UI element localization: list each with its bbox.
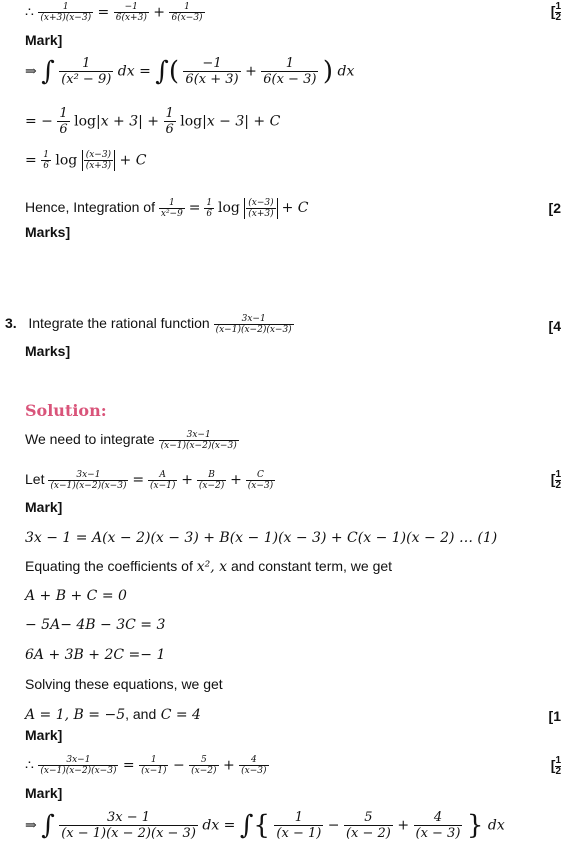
system-eq-1: A + B + C = 0 (25, 588, 127, 604)
log-simplified-line: = $\frac{1}{6}$ log $\frac{(x-3)}{(x+3)}$ + C (25, 150, 147, 171)
question-3: 3. Integrate the rational function $\frac{3x-1}{(x-1)(x-2)(x-3)}$ (5, 314, 292, 335)
marks-label-2: Marks] (25, 343, 71, 359)
question-number: 3. (5, 315, 17, 332)
let-line: Let $\frac{3x-1}{(x-1)(x-2)(x-3)}$ = $\frac{A}{(x-1)}$ + $\frac{B}{(x-2)}$ + $\frac{C}{(x-3)}$ (25, 470, 274, 491)
four-marks-badge: [4 (548, 318, 561, 334)
mark-label-3: Mark] (25, 727, 63, 743)
mark-label-1: Mark] (25, 32, 63, 48)
solution-heading: Solution: (25, 401, 107, 420)
half-mark-3: [ $\frac{1}{2}$ (550, 755, 561, 777)
solving-line: Solving these equations, we get (25, 676, 223, 692)
marks-label-1: Marks] (25, 224, 71, 240)
one-mark-badge: [1 (548, 708, 561, 724)
equating-line: Equating the coefficients of x², x and constant term, we get (25, 558, 393, 575)
mark-label-2: Mark] (25, 499, 63, 515)
two-marks-badge: [2 (548, 200, 561, 216)
hence-line: Hence, Integration of $\frac{1}{\text{x²−9}}$ = $\frac{1}{6}$ log $\frac{(x-3)}{(x+3)}$ + C (25, 198, 309, 219)
need-integrate-line: We need to integrate $\frac{3x-1}{(x-1)(x-2)(x-3)}$ (25, 430, 237, 451)
half-mark-2: [ $\frac{1}{2}$ (550, 469, 561, 491)
question-text: Integrate the rational function (28, 315, 210, 332)
partial-fraction-line-2: ∴ $\frac{3x-1}{(x-1)(x-2)(x-3)}$ = $\frac{1}{(x-1)}$ − $\frac{5}{(x-2)}$ + $\frac{4}{(x-3)}$ (25, 755, 267, 776)
half-mark-1: [ $\frac{1}{2}$ (550, 1, 561, 23)
solution-values: A = 1, B = −5, and C = 4 (25, 706, 201, 723)
system-eq-2: − 5A− 4B − 3C = 3 (25, 617, 166, 633)
integral-result-line: = − $\frac{1}{6}$ log|x + 3| + $\frac{1}{6}$ log|x − 3| + C (25, 106, 281, 137)
integral-line-1: ⇒ ∫ $\frac{1}{\text{(x² − 9)}}$ dx = ∫( $\frac{-1}{6(x + 3)}$ + $\frac{1}{6(x - 3)}$ ) dx (25, 56, 355, 87)
system-eq-3: 6A + 3B + 2C =− 1 (25, 647, 166, 663)
mark-label-4: Mark] (25, 785, 63, 801)
equation-1: 3x − 1 = A(x − 2)(x − 3) + B(x − 1)(x − 3) + C(x − 1)(x − 2) … (1) (25, 530, 498, 546)
integral-line-2: ⇒ ∫ $\frac{3x - 1}{(x - 1)(x - 2)(x - 3)}$ dx = ∫{ $\frac{1}{(x - 1)}$ − $\frac{5}{(x - 2)}$ + $\frac{4}{(x - 3)}$ } dx (25, 810, 505, 841)
partial-fraction-line-1: ∴ $\frac{1}{(x+3)(x-3)}$ = $\frac{-1}{6(x+3)}$ + $\frac{1}{6(x-3)}$ (25, 2, 203, 23)
